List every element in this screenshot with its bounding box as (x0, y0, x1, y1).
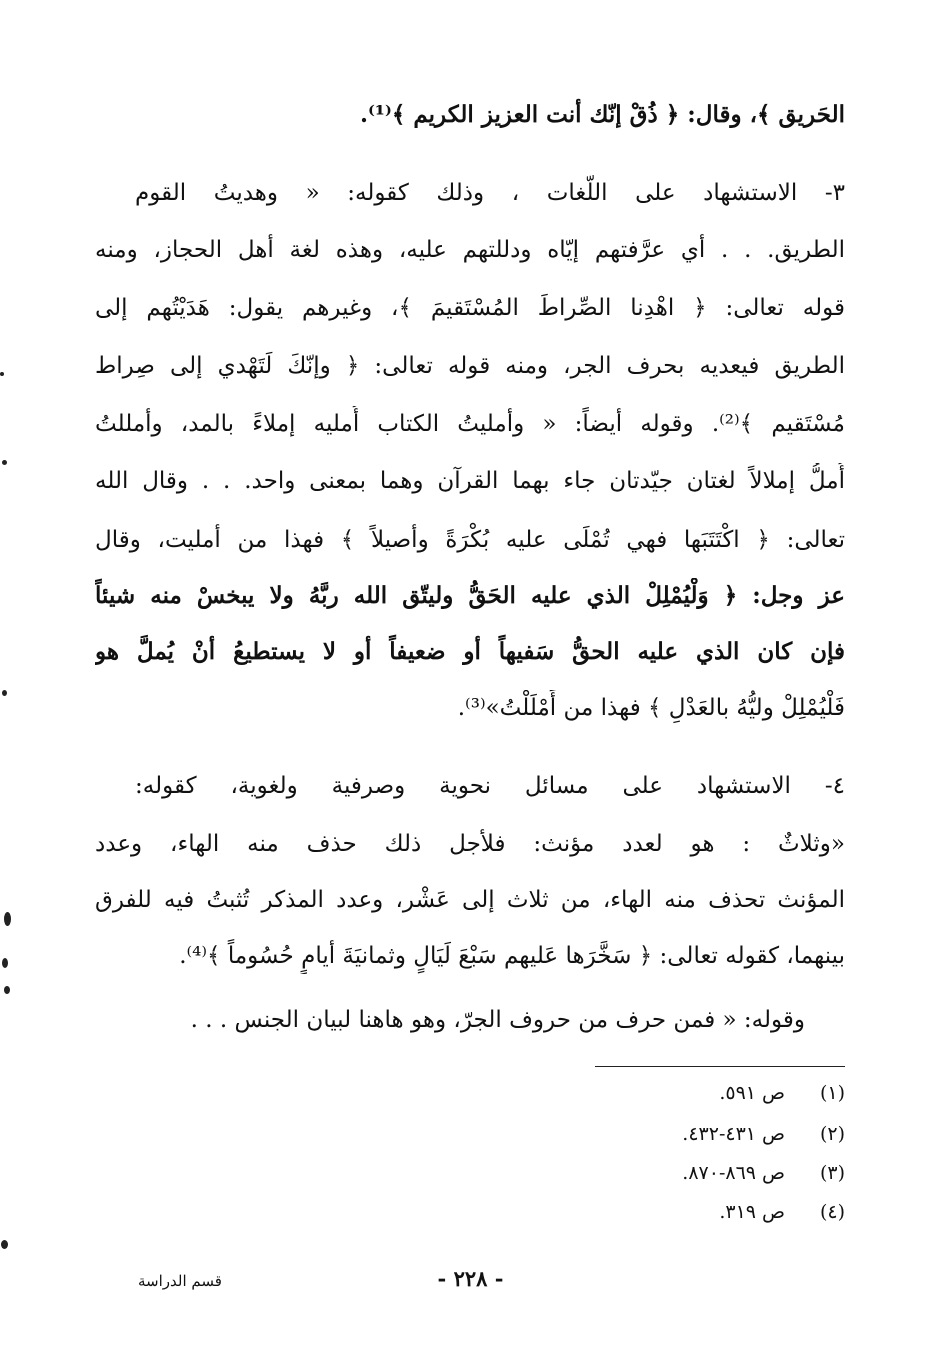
body-line-9: عز وجل: ﴿ وَلْيُمْلِلْ الذي عليه الحَقُّ وليتّق الله ربَّهُ ولا يبخسْ منه شيئاً (95, 582, 845, 609)
scan-speck (4, 912, 11, 926)
scan-speck (2, 690, 7, 696)
body-line-1: الحَريق ﴾، وقال: ﴿ ذُقْ إنّك أنت العزيز الكريم ﴾⁽¹⁾. (360, 101, 845, 128)
scan-speck (0, 372, 4, 376)
body-line-14: المؤنث تحذف منه الهاء، من ثلاث إلى عَشْر، وعدد المذكر تُثبتُ فيه للفرق (95, 887, 845, 913)
body-line-2: ٣- الاستشهاد على اللّغات ، وذلك كقوله: « وهديتُ القوم (135, 180, 845, 206)
body-line-5: الطريق فيعديه بحرف الجر، ومنه قوله تعالى: ﴿ وإنّكَ لَتَهْدي إلى صِراط (95, 353, 845, 379)
body-line-15: بينهما، كقوله تعالى: ﴿ سَخَّرَها عَليهم سَبْعَ لَيَالٍ وثمانيَةَ أيامٍ حُسُوماً ﴾⁽⁴⁾. (179, 943, 845, 969)
footnote-1 (585, 1080, 845, 1106)
body-line-6: مُسْتَقيم ﴾⁽²⁾. وقوله أيضاً: « وأمليتُ الكتاب أُمليه إملاءً بالمد، وأمللتُ (95, 411, 845, 437)
scan-speck (2, 460, 7, 465)
footnote-number: (٣) (819, 1162, 845, 1184)
body-line-12: ٤- الاستشهاد على مسائل نحوية وصرفية ولغوية، كقوله: (135, 773, 845, 799)
footnote-text: ص ٥٩١. (719, 1082, 785, 1104)
footnote-2 (585, 1121, 845, 1147)
footnote-number: (١) (819, 1082, 845, 1104)
body-line-10: فإن كان الذي عليه الحقُّ سَفيهاً أو ضعيفاً أو لا يستطيعُ أنْ يُملَّ هو (95, 638, 845, 665)
footnote-number: (٤) (819, 1201, 845, 1223)
body-line-7: أُملُّ إملالاً لغتان جيّدتان جاء بهما القرآن وهما بمعنى واحد. . . وقال الله (95, 468, 845, 494)
scan-speck (1, 1240, 8, 1249)
footnote-3 (585, 1160, 845, 1186)
scan-speck (2, 958, 8, 968)
scan-speck (4, 986, 10, 994)
footnote-text: ص ٤٣١-٤٣٢. (682, 1123, 785, 1145)
body-line-16: وقوله: « فمن حرف من حروف الجرّ، وهو هاهنا لبيان الجنس . . . (190, 1007, 805, 1033)
body-line-13: «وثلاثٌ : هو لعدد مؤنث: فلأجل ذلك حذف منه الهاء، وعدد (95, 831, 845, 857)
footnote-divider (595, 1066, 845, 1067)
page-number: - ٢٢٨ - (437, 1266, 504, 1291)
body-line-3: الطريق. . . أي عرَّفتهم إيّاه ودللتهم عليه، وهذه لغة أهل الحجاز، ومنه (95, 237, 845, 263)
body-line-4: قوله تعالى: ﴿ اهْدِنا الصِّراطَ المُسْتَقيمَ ﴾، وغيرهم يقول: هَدَيْتُهم إلى (95, 295, 845, 321)
footnote-text: ص ٣١٩. (719, 1201, 785, 1223)
body-line-8: تعالى: ﴿ اكْتَتَبَها فهي تُمْلَى عليه بُكْرَةً وأصيلاً ﴾ فهذا من أمليت، وقال (95, 527, 845, 553)
footnote-4 (585, 1199, 845, 1225)
section-label: قسم الدراسة (138, 1272, 222, 1290)
footnote-text: ص ٨٦٩-٨٧٠. (682, 1162, 785, 1184)
footnote-number: (٢) (819, 1123, 845, 1145)
body-line-11: فَلْيُمْلِلْ وليُّهُ بالعَدْلِ ﴾ فهذا من أَمْلَلْتُ»⁽³⁾. (457, 695, 845, 721)
